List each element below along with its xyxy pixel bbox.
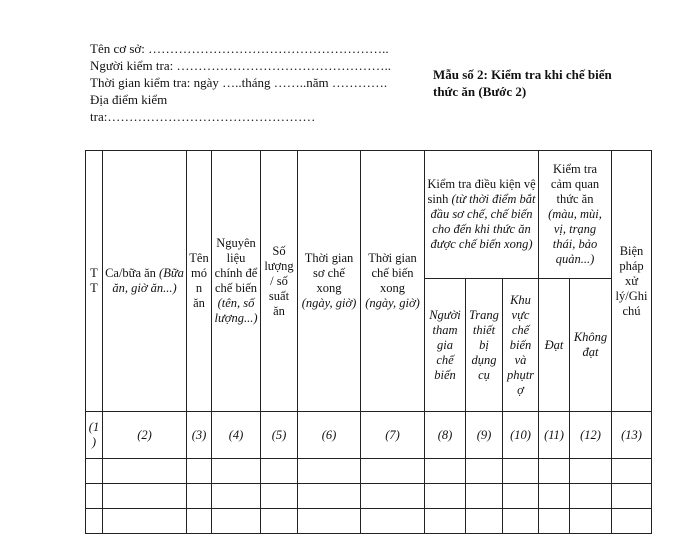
table-cell [361,459,425,484]
table-cell [261,459,298,484]
column-number: (12) [570,412,612,459]
table-row [86,509,652,534]
table-row [86,484,652,509]
table-cell [298,509,361,534]
table-cell [539,509,570,534]
column-number: (6) [298,412,361,459]
table-cell [612,459,652,484]
table-cell [187,459,212,484]
column-number: (2) [103,412,187,459]
col-header-measures: Biện pháp xử lý/Ghi chú [612,151,652,412]
group-header-sensory: Kiểm tra cảm quan thức ăn (màu, mùi, vị, trạng thái, bảo quản...) [539,151,612,279]
table-cell [503,459,539,484]
column-number: (5) [261,412,298,459]
column-number: (10) [503,412,539,459]
form-header [90,40,391,125]
inspection-time-line: Thời gian kiểm tra: ngày …..tháng ……..năm …………. [90,75,388,90]
table-cell [612,509,652,534]
table-cell [570,484,612,509]
form-title [433,66,683,100]
inspector-line: Người kiểm tra: ………………………………………….. [90,58,391,73]
table-cell [261,509,298,534]
table-cell [539,484,570,509]
table-cell [86,459,103,484]
sub-header-equipment: Trang thiết bị dụng cụ [466,279,503,412]
table-cell [425,509,466,534]
column-number: (1) [86,412,103,459]
table-cell [466,459,503,484]
table-cell [86,484,103,509]
table-cell [570,459,612,484]
col-header-tt: TT [86,151,103,412]
table-cell [298,484,361,509]
table-cell [425,459,466,484]
col-header-cook-time: Thời gian chế biến xong (ngày, giờ) [361,151,425,412]
sub-header-pass: Đạt [539,279,570,412]
table-row [86,459,652,484]
table-cell [261,484,298,509]
col-header-quantity: Số lượng / số suất ăn [261,151,298,412]
col-header-dish: Tên món ăn [187,151,212,412]
table-cell [187,509,212,534]
column-number-row [86,412,652,459]
column-number: (4) [212,412,261,459]
inspection-table [85,150,652,534]
table-cell [466,509,503,534]
col-header-prep-time: Thời gian sơ chế xong (ngày, giờ) [298,151,361,412]
table-cell [212,509,261,534]
table-cell [103,459,187,484]
table-cell [570,509,612,534]
table-cell [103,484,187,509]
column-number: (11) [539,412,570,459]
table-cell [503,509,539,534]
column-number: (13) [612,412,652,459]
table-cell [86,509,103,534]
inspection-location-line: Địa điểm kiểm [90,92,168,107]
form-title-line1: Mẫu số 2: Kiểm tra khi chế biến [433,67,612,82]
table-cell [466,484,503,509]
group-header-hygiene: Kiểm tra điều kiện vệ sinh (từ thời điểm bắt đầu sơ chế, chế biến cho đến khi thức ăn được chế biến xong) [425,151,539,279]
form-title-line2: thức ăn (Bước 2) [433,84,527,99]
col-header-ingredient: Nguyên liệu chính để chế biến (tên, số lượng...) [212,151,261,412]
table-cell [298,459,361,484]
inspection-location-line-cont: tra:………………………………………… [90,109,316,124]
table-cell [503,484,539,509]
column-number: (3) [187,412,212,459]
table-cell [612,484,652,509]
sub-header-area: Khu vực chế biến và phụtrợ [503,279,539,412]
column-number: (8) [425,412,466,459]
table-cell [103,509,187,534]
sub-header-people: Người tham gia chế biến [425,279,466,412]
col-header-meal: Ca/bữa ăn (Bữa ăn, giờ ăn...) [103,151,187,412]
table-cell [212,484,261,509]
table-cell [212,459,261,484]
table-cell [187,484,212,509]
column-number: (9) [466,412,503,459]
table-cell [361,484,425,509]
column-number: (7) [361,412,425,459]
facility-name-line: Tên cơ sở: ……………………………………………….. [90,41,389,56]
table-cell [539,459,570,484]
table-cell [361,509,425,534]
table-cell [425,484,466,509]
sub-header-fail: Không đạt [570,279,612,412]
